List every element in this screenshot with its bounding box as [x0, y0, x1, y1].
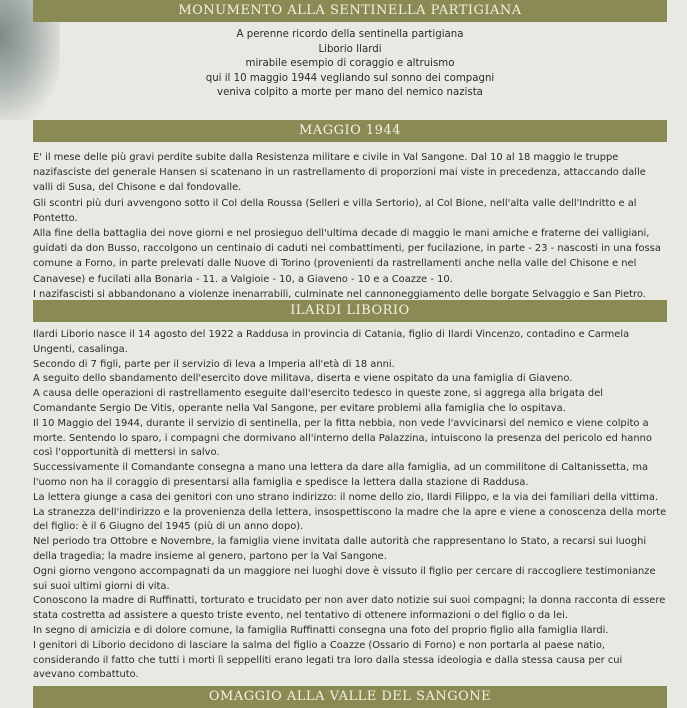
paragraph: Conoscono la madre di Ruffinatti, torturato e trucidato per non aver dato notizie sui suoi compagni; la donna racconta di essere stata costretta ad assistere a questo triste evento, nel tentativo di ottenere informazioni o del figlio o da lei.	[33, 595, 666, 622]
paragraph: La lettera giunge a casa dei genitori con uno strano indirizzo: il nome dello zio, Ilardi Filippo, e la via dei familiari della vittima.	[33, 491, 659, 503]
paragraph: I genitori di Liborio decidono di lasciare la salma del figlio a Coazze (Ossario di Forno) e non portarla al paese natio, considerando il fatto che tutti i morti lì seppelliti erano legati tra loro dalla stessa ideologia e dalla stessa causa per cui avevano combattuto.	[33, 639, 623, 681]
paragraph: I nazifascisti si abbandonano a violenze inenarrabili, culminate nel cannoneggiamento delle borgate Selvaggio e San Pietro.	[33, 288, 646, 300]
section-header-monumento	[33, 0, 667, 22]
paragraph: E' il mese delle più gravi perdite subite dalla Resistenza militare e civile in Val Sangone. Dal 10 al 18 maggio le truppe nazifasciste del generale Hansen si scatenano in un rastrellamento di proporzioni mai viste in precedenza, attaccando dalle valli di Susa, del Chisone e dal fondovalle.	[33, 152, 646, 194]
maggio-text	[33, 150, 667, 302]
paragraph: Il 10 Maggio del 1944, durante il servizio di sentinella, per la fitta nebbia, non vede l'avvicinarsi del nemico e viene colpito a morte. Sentendo lo sparo, i compagni che dormivano all'interno della Palazzina, intuiscono la presenza del pericolo ed hanno così l'opportunità di mettersi in salvo.	[33, 417, 652, 459]
paragraph: Alla fine della battaglia dei nove giorni e nel prosieguo dell'ultima decade di maggio le mani amiche e fraterne dei valligiani, guidati da don Busso, raccolgono un centinaio di caduti nei combattimenti, per fucilazione, in parte - 23 - nascosti in una fossa comune a Forno, in parte prelevati dalle Nuove di Torino (provenienti da rastrellamenti anche nella valle del Chisone e nel Canavese) e fucilati alla Bonaria - 11. a Valgioie - 10, a Giaveno - 10 e a Coazze - 10.	[33, 228, 661, 285]
section-title: MAGGIO 1944	[299, 123, 401, 138]
paragraph: A seguito dello sbandamento dell'esercito dove militava, diserta e viene ospitato da una famiglia di Giaveno.	[33, 373, 573, 385]
paragraph: Successivamente il Comandante consegna a mano una lettera da dare alla famiglia, ad un commilitone di Caltanissetta, ma l'uomo non ha il coraggio di presentarsi alla famiglia e spedisce la lettera dalla stazione di Raddusa.	[33, 462, 649, 488]
section-header-omaggio	[33, 686, 667, 708]
dedication-line: qui il 10 maggio 1944 vegliando sul sonno dei compagni	[205, 72, 495, 84]
paragraph: Gli scontri più duri avvengono sotto il Col della Roussa (Selleri e villa Sertorio), al Col Bione, nell'alta valle dell'Indritto e al Pontetto.	[33, 197, 637, 224]
paragraph: La stranezza dell'indirizzo e la provenienza della lettera, insospettiscono la madre che la apre e viene a conoscenza della morte del figlio: è il 6 Giugno del 1945 (più di un anno dopo).	[33, 506, 667, 533]
section-title: MONUMENTO ALLA SENTINELLA PARTIGIANA	[178, 3, 522, 18]
dedication-line: mirabile esempio di coraggio e altruismo	[245, 58, 455, 70]
paragraph: Nel periodo tra Ottobre e Novembre, la famiglia viene invitata dalle autorità che rappresentano lo Stato, a recarsi sui luoghi della tragedia; la madre insieme al genero, partono per la Val Sangone.	[33, 536, 647, 562]
paragraph: Ilardi Liborio nasce il 14 agosto del 1922 a Raddusa in provincia di Catania, figlio di Ilardi Vincenzo, contadino e Carmela Ungenti, casalinga.	[33, 329, 630, 355]
paragraph: A causa delle operazioni di rastrellamento eseguite dall'esercito tedesco in queste zone, si aggrega alla brigata del Comandante Sergio De Vitis, operante nella Val Sangone, per evitare problemi alla famiglia che lo ospitava.	[33, 388, 604, 414]
ilardi-text	[33, 328, 667, 683]
paragraph: Ogni giorno vengono accompagnati da un maggiore nei luoghi dove è vissuto il figlio per cercare di raccogliere testimonianze sui suoi ultimi giorni di vita.	[33, 565, 656, 592]
section-header-maggio	[33, 120, 667, 142]
paragraph: Secondo di 7 figli, parte per il servizio di leva a Imperia all'età di 18 anni.	[33, 358, 395, 370]
section-title: ILARDI LIBORIO	[290, 303, 410, 318]
dedication-text	[33, 28, 667, 101]
dedication-line: A perenne ricordo della sentinella partigiana	[236, 29, 464, 40]
dedication-line: veniva colpito a morte per mano del nemico nazista	[217, 87, 483, 99]
paragraph: In segno di amicizia e di dolore comune, la famiglia Ruffinatti consegna una foto del proprio figlio alla famiglia Ilardi.	[33, 624, 609, 636]
section-header-ilardi	[33, 300, 667, 322]
section-title: OMAGGIO ALLA VALLE DEL SANGONE	[208, 689, 492, 704]
dedication-line: Liborio Ilardi	[318, 43, 382, 55]
